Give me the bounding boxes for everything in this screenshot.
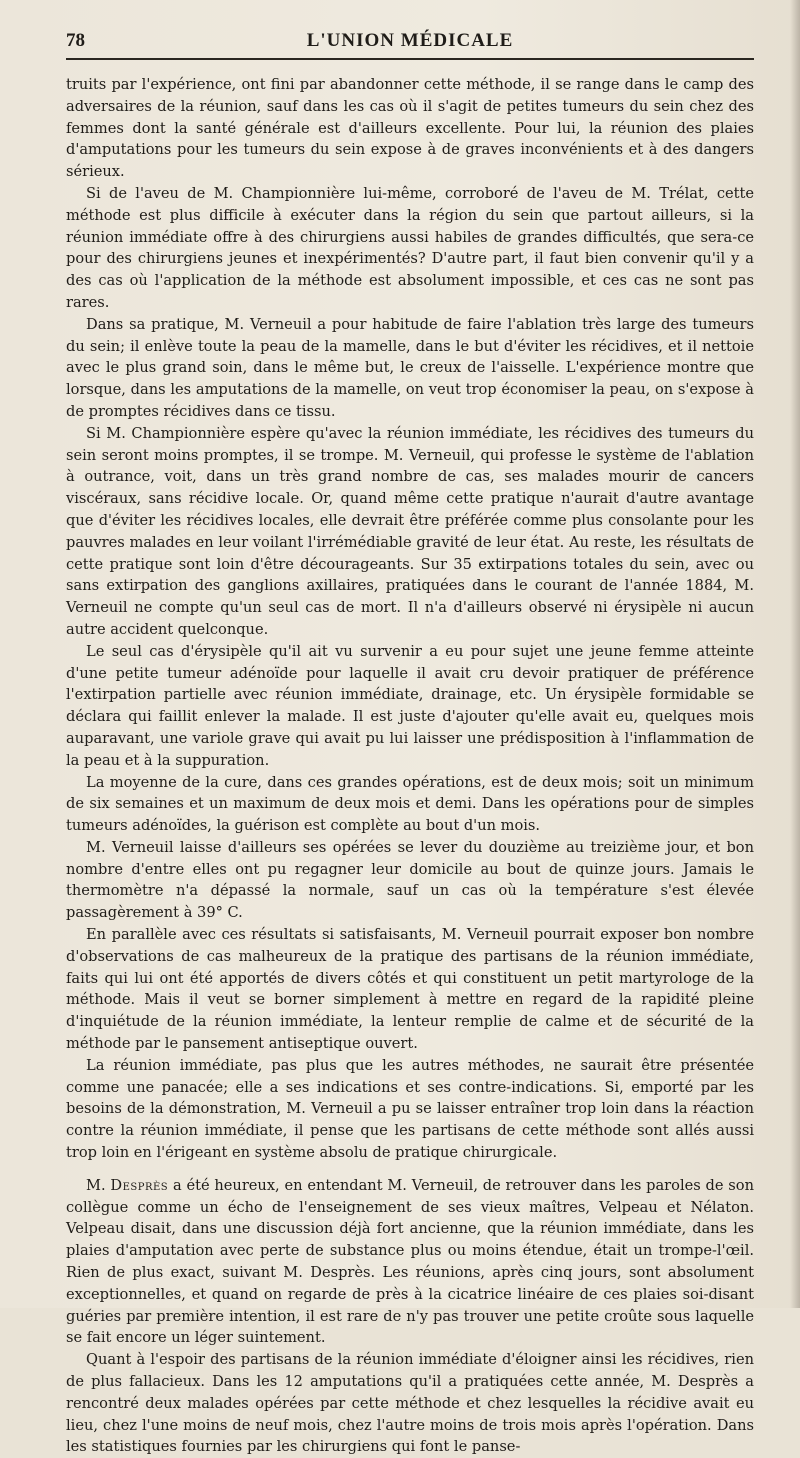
running-title: L'UNION MÉDICALE (306, 30, 514, 51)
despres-lead: M. (86, 1176, 111, 1194)
paragraph: Si M. Championnière espère qu'avec la réunion immédiate, les récidives des tumeurs du sein seront moins promptes, il se trompe. M. Verneuil, qui professe le système de l'ablation à outrance, voit, dans un très grand nombre de cas, ses malades mourir de cancers viscéraux, sans récidive locale. Or, quand même cette pratique n'aurait d'autre avantage que d'éviter les récidives locales, elle devrait être préférée comme plus consolante pour les pauvres malades en leur voilant l'irrémédiable gravité de leur état. Au reste, les résultats de cette pratique sont loin d'être décourageants. Sur 35 extirpations totales du sein, avec ou sans extirpation des ganglions axillaires, pratiquées dans le courant de l'année 1884, M. Verneuil ne compte qu'un seul cas de mort. Il n'a d'ailleurs observé ni érysipèle ni aucun autre accident quelconque. (66, 424, 754, 638)
paragraph: Le seul cas d'érysipèle qu'il ait vu survenir a eu pour sujet une jeune femme atteinte d'une petite tumeur adénoïde pour laquelle il avait cru devoir pratiquer de préférence l'extirpation partielle avec réunion immédiate, drainage, etc. Un érysipèle formidable se déclara qui faillit enlever la malade. Il est juste d'ajouter qu'elle avait eu, quelques mois auparavant, une variole grave qui avait pu lui laisser une prédisposition à l'inflammation de la peau et à la suppuration. (66, 642, 754, 769)
page-edge-shadow (790, 0, 800, 1308)
paragraph: Quant à l'espoir des partisans de la réunion immédiate d'éloigner ainsi les récidives, rien de plus fallacieux. Dans les 12 amputations qu'il a pratiquées cette année, M. Desprès a rencontré deux malades opérées par cette méthode et chez lesquelles la récidive avait eu lieu, chez l'une moins de neuf mois, chez l'autre moins de trois mois après l'opération. Dans les statistiques fournies par les chirurgiens qui font le panse- (66, 1351, 754, 1456)
paragraph: La moyenne de la cure, dans ces grandes opérations, est de deux mois; soit un minimum de six semaines et un maximum de deux mois et demi. Dans les opérations pour de simples tumeurs adénoïdes, la guérison est complète au bout d'un mois. (66, 773, 754, 835)
page-header (66, 30, 754, 60)
body-text (66, 74, 754, 1458)
paragraph: M. Verneuil laisse d'ailleurs ses opérées se lever du douzième au treizième jour, et bon nombre d'entre elles ont pu regagner leur domicile au bout de quinze jours. Jamais le thermomètre n'a dépassé la normale, sauf un cas où la température s'est élevée passagèrement à 39° C. (66, 838, 754, 922)
paragraph: Dans sa pratique, M. Verneuil a pour habitude de faire l'ablation très large des tumeurs du sein; il enlève toute la peau de la mamelle, dans le but d'éviter les récidives, et il nettoie avec le plus grand soin, dans le même but, le creux de l'aisselle. L'expérience montre que lorsque, dans les amputations de la mamelle, on veut trop économiser la peau, on s'expose à de promptes récidives dans ce tissu. (66, 315, 754, 420)
paragraph: En parallèle avec ces résultats si satisfaisants, M. Verneuil pourrait exposer bon nombre d'observations de cas malheureux de la pratique des partisans de la réunion immédiate, faits qui lui ont été apportés de divers côtés et qui constituent un petit martyrologe de la méthode. Mais il veut se borner simplement à mettre en regard de la rapidité pleine d'inquiétude de la réunion immédiate, la lenteur remplie de calme et de sécurité de la méthode par le pansement antiseptique ouvert. (66, 926, 754, 1053)
page-number: 78 (66, 30, 85, 51)
speaker-name: Desprès (110, 1176, 169, 1194)
paragraph: truits par l'expérience, ont fini par abandonner cette méthode, il se range dans le camp des adversaires de la réunion, sauf dans les cas où il s'agit de petites tumeurs du sein chez des femmes dont la santé générale est d'ailleurs excellente. Pour lui, la réunion des plaies d'amputations pour les tumeurs du sein expose à de graves inconvénients et à des dangers sérieux. (66, 76, 754, 181)
paragraph: La réunion immédiate, pas plus que les autres méthodes, ne saurait être présentée comme une panacée; elle a ses indications et ses contre-indications. Si, emporté par les besoins de la démonstration, M. Verneuil a pu se laisser entraîner trop loin dans la réaction contre la réunion immédiate, il pense que les partisans de cette méthode sont allés aussi trop loin en l'érigeant en système absolu de pratique chirurgicale. (66, 1056, 754, 1162)
despres-text: a été heureux, en entendant M. Verneuil, de retrouver dans les paroles de son collègue comme un écho de l'enseignement de ses vieux maîtres, Velpeau et Nélaton. Velpeau disait, dans une discussion déjà fort ancienne, que la réunion immédiate, dans les plaies d'amputation avec perte de substance plus ou moins étendue, était un trompe-l'œil. Rien de plus exact, suivant M. Desprès. Les réunions, après cinq jours, sont absolument exceptionnelles, et quand on regarde de près à la cicatrice linéaire de ces plaies soi-disant guéries par première intention, il est rare de n'y pas trouver une petite croûte sous laquelle se fait encore un léger suintement. (66, 1176, 754, 1347)
header-rule (66, 58, 754, 60)
paragraph: Si de l'aveu de M. Championnière lui-même, corroboré de l'aveu de M. Trélat, cette méthode est plus difficile à exécuter dans la région du sein que partout ailleurs, si la réunion immédiate offre à des chirurgiens aussi habiles de grandes difficultés, que sera-ce pour des chirurgiens jeunes et inexpérimentés? D'autre part, il faut bien convenir qu'il y a des cas où l'application de la méthode est absolument impossible, et ces cas ne sont pas rares. (66, 184, 754, 311)
paragraph-despres (66, 1175, 754, 1349)
